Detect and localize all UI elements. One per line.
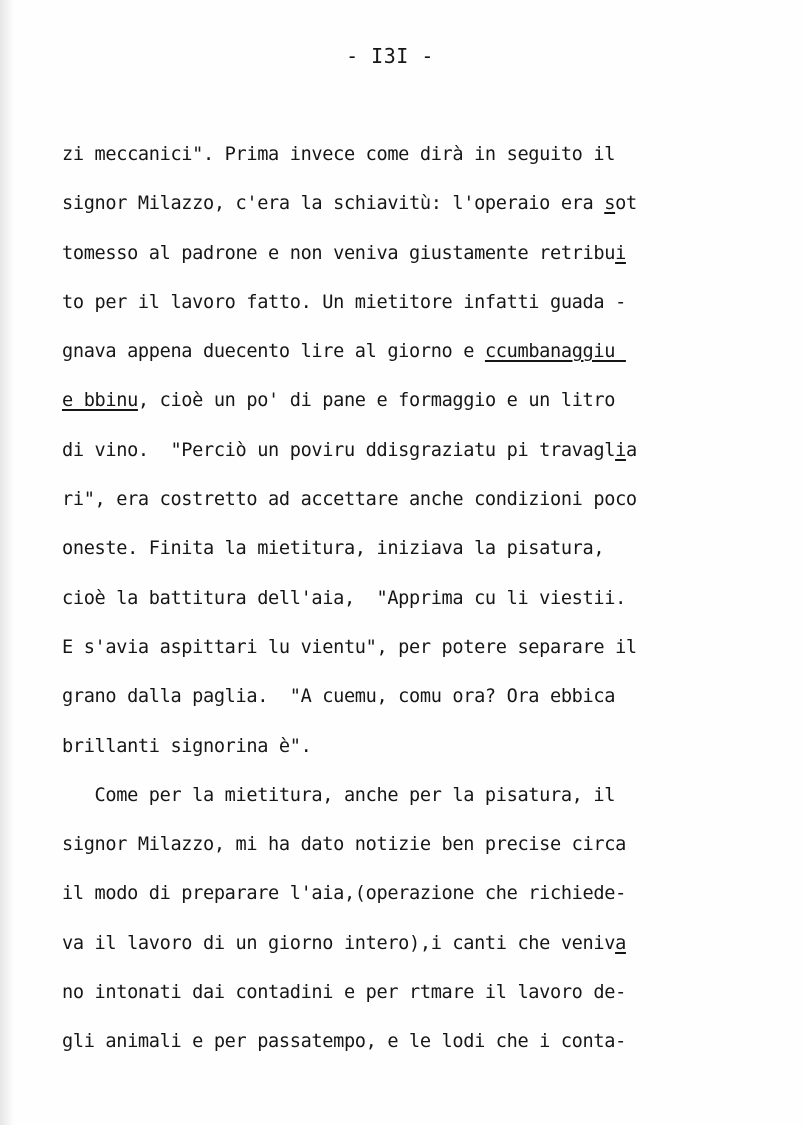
text-segment: tomesso al padrone e non veniva giustamente retribu: [62, 242, 616, 264]
underlined-text: i: [615, 242, 626, 264]
text-segment: a: [625, 439, 637, 461]
text-line: [62, 337, 762, 386]
text-segment: va il lavoro di un giorno intero),i canti che veniv: [62, 932, 616, 954]
text-segment: signor Milazzo, mi ha dato notizie ben precise circa: [62, 834, 626, 856]
text-line: [62, 288, 762, 337]
text-line: [62, 732, 762, 781]
text-line: [62, 584, 762, 633]
text-segment: brillanti signorina è".: [62, 735, 312, 757]
text-line: [62, 239, 762, 288]
text-segment: di vino. "Perciò un poviru ddisgraziatu pi travagl: [62, 439, 616, 461]
text-line: [62, 978, 762, 1027]
page-number: - I3I -: [346, 44, 434, 68]
page-edge-shadow: [0, 0, 14, 1125]
underlined-text: a: [615, 932, 626, 954]
text-line: [62, 485, 762, 534]
text-line: [62, 140, 762, 189]
underlined-text: ccumbanaggiu: [484, 341, 626, 363]
text-line: [62, 633, 762, 682]
text-segment: ot: [615, 193, 637, 215]
text-segment: Come per la mietitura, anche per la pisatura, il: [62, 784, 616, 806]
text-segment: oneste. Finita la mietitura, iniziava la pisatura,: [62, 538, 605, 560]
text-line: [62, 830, 762, 879]
text-segment: E s'avia aspittari lu vientu", per potere separare il: [62, 636, 637, 658]
underlined-text: e bbinu: [62, 390, 138, 412]
text-line: [62, 929, 762, 978]
text-line: [62, 1027, 762, 1076]
text-line: [62, 436, 762, 485]
text-line: [62, 386, 762, 435]
text-segment: , cioè un po' di pane e formaggio e un litro: [137, 390, 616, 412]
text-line: [62, 682, 762, 731]
text-line: [62, 189, 762, 238]
text-segment: ri", era costretto ad accettare anche condizioni poco: [62, 489, 637, 511]
text-segment: il modo di preparare l'aia,(operazione che richiede-: [62, 883, 626, 905]
text-segment: grano dalla paglia. "A cuemu, comu ora? Ora ebbica: [62, 686, 616, 708]
text-line: [62, 534, 762, 583]
underlined-text: s: [604, 193, 616, 215]
text-segment: gli animali e per passatempo, e le lodi che i conta-: [62, 1031, 626, 1053]
text-segment: to per il lavoro fatto. Un mietitore infatti guada -: [62, 291, 626, 313]
text-line: [62, 879, 762, 928]
text-segment: zi meccanici". Prima invece come dirà in seguito il: [62, 144, 616, 165]
text-segment: cioè la battitura dell'aia, "Apprima cu li viestii.: [62, 587, 626, 609]
text-segment: no intonati dai contadini e per rtmare il lavoro de-: [62, 982, 626, 1004]
underlined-text: i: [615, 439, 626, 461]
body-text: [62, 140, 762, 1077]
text-segment: gnava appena duecento lire al giorno e: [62, 341, 485, 363]
text-line: [62, 781, 762, 830]
text-segment: signor Milazzo, c'era la schiavitù: l'operaio era: [62, 193, 605, 215]
